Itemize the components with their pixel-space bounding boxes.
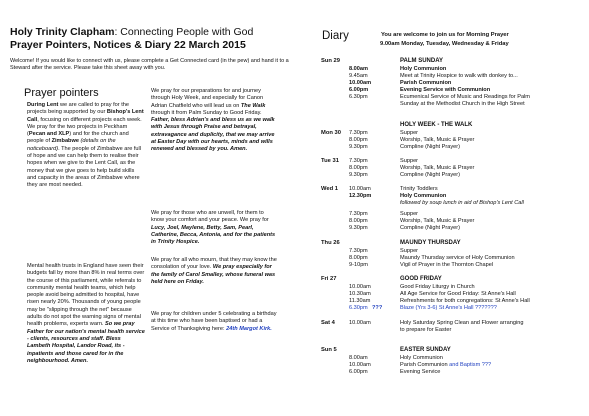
diary-time: 7.30pm [349,248,368,254]
diary-event-extra: and Baptism ??? [447,362,492,368]
diary-event-text: Sunday at the Methodist Church in the High Street [400,101,525,107]
lent-paragraph: During Lent we are called to pray for the projects being supported by our Bishop's Lent Call, focusing on different projects each week. We pray for the two projects in Peckham (Pecan and XLP) and for the church and people of Zimbabwe (details on the noticeboard). The people of Zimbabwe are full of hope and we can help them to realise their hopes when we give to the Lent Call, as the money that we give goes to help build skills and capacity in the areas of Zimbabwe where they are most needed. [27,102,144,189]
holy-week-paragraph: We pray for our preparations for and journey through Holy Week, and especially for Canon Adrian Chatfield who will lead us on The Walk through it from Palm Sunday to Good Friday. Father, bless Adrian's and bless us as we walk with Jesus through Praise and betrayal, extravagance and duplicity, that we may arrive at Easter Day with our hearts, minds and wills renewed and blessed by you. Amen. [151,88,275,153]
diary-event [400,291,516,298]
diary-event-text: MAUNDY THURSDAY [400,240,461,246]
diary-time: 11.30am [349,298,371,304]
diary-event [400,248,418,255]
diary-time: 9.45am [349,73,368,79]
diary-date: Sun 29 [321,58,341,64]
page-subtitle: Prayer Pointers, Notices & Diary 22 March 2015 [10,39,246,51]
diary-event-text: Evening Service with Communion [400,87,491,93]
diary-date: Tue 31 [321,158,339,164]
diary-event-text: Vigil of Prayer in the Thornton Chapel [400,262,494,268]
diary-time: 6.30pm [349,94,368,100]
diary-time: 10.30am [349,291,371,297]
diary-date: Mon 30 [321,130,341,136]
diary-time: 9.30pm [349,172,368,178]
diary-time: 10.00am [349,320,371,326]
diary-event [400,200,524,207]
diary-time: 8.00pm [349,165,368,171]
diary-event-text: Holy Communion [400,355,443,361]
diary-event [400,66,446,73]
diary-event-text: PALM SUNDAY [400,58,444,64]
diary-event [400,225,460,232]
prayer-heading: Prayer pointers [24,87,99,99]
diary-time: 8.00am [349,66,368,72]
diary-date: Wed 1 [321,186,338,192]
mental-health-paragraph: Mental health trusts in England have seen their budgets fall by more than 8% in real terms over the course of this parliament, while referrals to community mental health teams, which help people avoid being admitted to hospital, have risen nearly 20%. Thousands of young people may be "slipping through the net" because adults do not spot the warning signs of mental health problems, experts warn. So we pray Father for our nation's mental health service - clients, resources and staff. Bless Lambeth Hospital, Landor Road, its - inpatients and those cared for in the neighbourhood. Amen. [27,263,145,364]
diary-event-text: Parish Communion [400,80,452,86]
diary-event [400,305,497,312]
diary-event-text: Ecumenical Service of Music and Readings for Palm [400,94,530,100]
diary-event [400,87,490,94]
church-name: Holy Trinity Clapham [10,26,115,38]
diary-event [400,58,443,65]
diary-event-text: EASTER SUNDAY [400,347,451,353]
diary-event [400,276,442,283]
diary-event-text: Holy Saturday Spring Clean and Flower arranging [400,320,524,326]
diary-event [400,320,523,327]
diary-event [400,298,530,305]
diary-time: 8.00am [349,355,368,361]
diary-event-text: Compline (Night Prayer) [400,172,460,178]
diary-event [400,122,472,129]
diary-event-text: Good Friday Liturgy in Church [400,284,475,290]
welcome-text: Welcome! If you would like to connect with us, please complete a Get Connected card (in the pew) and hand it to a Steward after the service. Please take this sheet away with you. [10,58,289,72]
diary-event-text: Blaze (Yrs 3-6) St Anne's Hall ??????? [400,305,497,311]
diary-time: 12.30pm [349,193,372,199]
diary-time: 6.00pm [349,369,368,375]
diary-time: 8.00pm [349,218,368,224]
diary-time: 9.30pm [349,144,368,150]
diary-event-text: Parish Communion [400,362,448,368]
birthday-paragraph: We pray for children under 5 celebrating a birthday at this time who have been baptised or had a Service of Thanksgiving here: 24th Margot Kirk. [151,311,277,332]
diary-event-text: Worship, Talk, Music & Prayer [400,165,475,171]
diary-event [400,172,460,179]
diary-event [400,240,461,247]
diary-date: Thu 26 [321,240,340,246]
diary-time: 7.30pm [349,158,368,164]
diary-heading: Diary [322,30,349,42]
diary-event-text: Worship, Talk, Music & Prayer [400,137,475,143]
diary-event [400,73,518,80]
diary-time: 10.00am [349,284,371,290]
diary-event-text: GOOD FRIDAY [400,276,442,282]
diary-intro-line2: 9.00am Monday, Tuesday, Wednesday & Friday [380,41,509,47]
diary-event-text: All Age Service for Good Friday: St Anne's Hall [400,291,516,297]
diary-event [400,165,474,172]
diary-event [400,193,446,200]
diary-event-text: Holy Communion [400,193,447,199]
diary-event [400,284,475,291]
diary-event [400,130,418,137]
diary-event [400,211,418,218]
diary-event-text: Meet at Trinity Hospice to walk with donkey to... [400,73,518,79]
diary-event-text: Holy Communion [400,66,447,72]
diary-event-text: to prepare for Easter [400,327,452,333]
diary-event-text: Compline (Night Prayer) [400,225,460,231]
diary-event-text: Trinity Toddlers [400,186,438,192]
diary-event-text: Worship, Talk, Music & Prayer [400,218,475,224]
diary-time: 9.30pm [349,225,368,231]
diary-event [400,137,474,144]
diary-intro-line1: You are welcome to join us for Morning Prayer [381,32,509,38]
diary-event [400,186,438,193]
diary-time: 7.30pm [349,130,368,136]
diary-event-text: Supper [400,248,419,254]
diary-event [400,80,451,87]
diary-event [400,255,515,262]
page-title [10,26,253,38]
diary-event-text: Refreshments for both congregations: St Anne's Hall [400,298,530,304]
diary-time: 10.00am [349,362,371,368]
diary-event [400,355,443,362]
diary-event [400,218,474,225]
diary-event [400,347,451,354]
tagline: : Connecting People with God [114,26,254,38]
diary-time: 8.00pm [349,137,368,143]
diary-event [400,262,493,269]
diary-event [400,158,418,165]
unwell-paragraph: We pray for those who are unwell, for them to know your comfort and your peace. We pray for Lucy, Joel, Maylene, Betty, Sam, Pearl, Catherine, Becca, Antonia, and for the patients in Trinity Hospice. [151,210,276,246]
diary-event [400,369,440,376]
diary-event-text: HOLY WEEK - THE WALK [400,122,473,128]
mourning-paragraph: We pray for all who mourn, that they may know the consolation of your love. We pray especially for the family of Carol Smalley, whose funeral was held here on Friday. [151,257,277,285]
diary-event [400,327,451,334]
diary-time: 6.00pm [349,87,369,93]
diary-event [400,101,525,108]
diary-query-mark: ??? [372,305,383,311]
diary-date: Sat 4 [321,320,335,326]
diary-event-text: Supper [400,130,419,136]
diary-event-text: followed by soup lunch in aid of Bishop's Lent Call [400,200,524,206]
diary-event-text: Compline (Night Prayer) [400,144,460,150]
diary-time: 7.30pm [349,211,368,217]
diary-time: 10.00am [349,186,371,192]
diary-time: 6.30pm [349,305,368,311]
diary-time: 9-10pm [349,262,368,268]
diary-date: Fri 27 [321,276,337,282]
diary-time: 8.00pm [349,255,368,261]
diary-event-text: Maundy Thursday service of Holy Communion [400,255,515,261]
diary-event-text: Supper [400,158,419,164]
diary-time: 10.00am [349,80,372,86]
diary-date: Sun 5 [321,347,337,353]
diary-event-text: Supper [400,211,419,217]
diary-event [400,144,460,151]
diary-event [400,94,530,101]
diary-event [400,362,491,369]
diary-event-text: Evening Service [400,369,441,375]
